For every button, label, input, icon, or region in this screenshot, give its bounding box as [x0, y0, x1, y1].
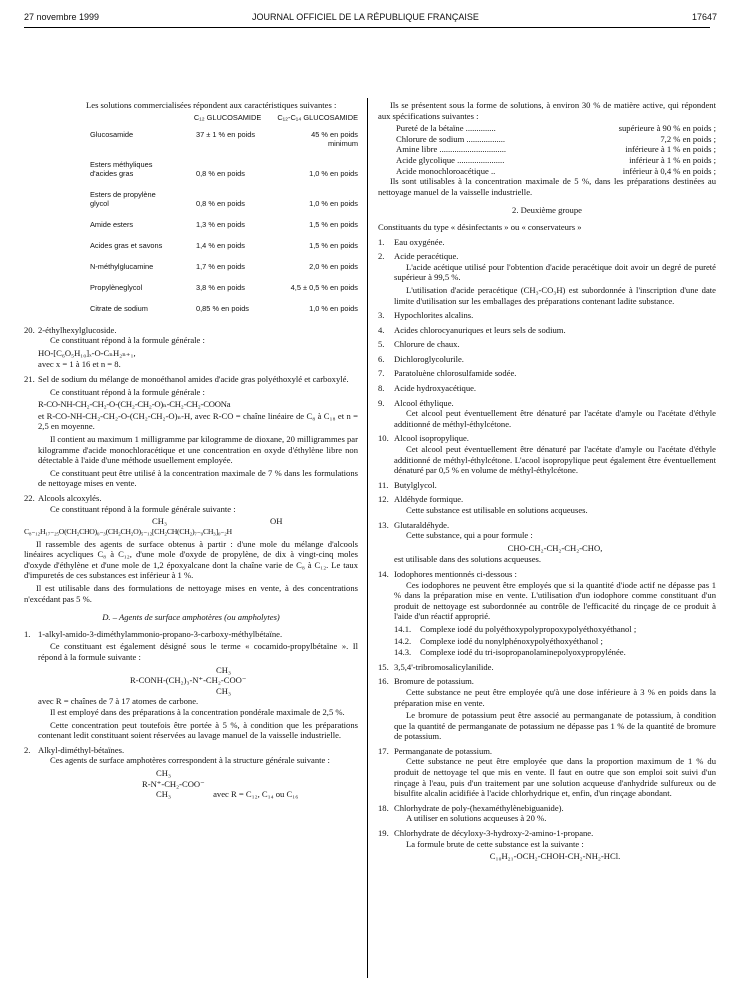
- formula-betaine: R-CONH-(CH₂)₃-N⁺-CH₂-COO⁻: [130, 675, 247, 686]
- substituent-ch3: CH₃: [152, 516, 167, 527]
- item-title: Chlorure de chaux.: [394, 339, 460, 350]
- list-item: [378, 569, 716, 658]
- formula: HO-[C₆O₅H₁₀]ₓ-O-CₙH₂ₙ₊₁,: [38, 347, 136, 358]
- left-column: [24, 100, 358, 801]
- row-label: [90, 241, 196, 250]
- paragraph: Ces agents de surface amphotères correspondent à la structure générale suivante :: [50, 755, 330, 766]
- list-item: [378, 676, 716, 742]
- formula: et R-CO-NH-CH₂-CH₂-O-(CH₂-CH₂-O)ₙ-H, avec R-CO = chaîne linéaire de C₈ à C₁₈ et n = 2,5 en moyenne.: [38, 410, 358, 432]
- row-label-line: glycol: [90, 198, 109, 208]
- item-number: 1.: [378, 236, 385, 247]
- item-title: Eau oxygénée.: [394, 236, 445, 247]
- sub-item: [394, 624, 716, 635]
- item-number: 4.: [378, 324, 385, 335]
- formula-conditions: avec R = C₁₂, C₁₄ ou C₁₆: [213, 789, 299, 800]
- row-label: [90, 130, 196, 148]
- table-header: [90, 113, 358, 122]
- section-heading-d: D. – Agents de surface amphotères (ou ampholytes): [102, 612, 280, 623]
- item-title: Alcool isopropylique.: [394, 433, 469, 444]
- item-title: Acide hydroxyacétique.: [394, 383, 477, 394]
- paragraph: Ce constituant est également désigné sous le terme « cocamido-propylbétaïne ». Il répond à la formule suivante :: [38, 641, 358, 663]
- value-c12: 0,8 % en poids: [196, 168, 245, 178]
- formula-conditions: avec R = chaînes de 7 à 17 atomes de carbone.: [38, 696, 199, 707]
- paragraph: Ce constituant répond à la formule générale :: [50, 386, 205, 397]
- list-item: [378, 398, 716, 430]
- value-c12-c14: [282, 262, 358, 271]
- paragraph: Cette substance ne peut être employée que dans la proportion maximum de 1 % du produit de nettoyage tel que mis en vente. Il faut en outre que son emploi soit suivi d'un rinçage à l'eau, puis d'un traitement par une solution acqueuse d'anhydride sulfureux ou de bisulfite alcalin acidifiée à l'acide chlorhydrique et, enfin, d'un rinçage abondant.: [394, 756, 716, 799]
- paragraph: Ils sont utilisables à la concentration maximale de 5 %, dans les préparations destinées au nettoyage manuel de la vaisselle industrielle.: [378, 176, 716, 197]
- row-label-line: Citrate de sodium: [90, 303, 148, 313]
- spec-value: supérieure à 90 % en poids ;: [618, 123, 716, 134]
- page-header: [0, 12, 731, 26]
- substituent-ch3: CH₃: [216, 685, 231, 696]
- sub-item-text: Complexe iodé du polyéthoxypolypropoxypolyéthoxyéthanol ;: [420, 623, 637, 634]
- item-title: 3,5,4'-tribromosalicylanilide.: [394, 661, 494, 672]
- value-c12: 3,8 % en poids: [196, 282, 245, 292]
- paragraph: La formule brute de cette substance est la suivante :: [406, 838, 584, 849]
- section-heading-group2: 2. Deuxième groupe: [512, 205, 582, 216]
- formula-alkyl-betaine: R-N⁺-CH₂-COO⁻: [142, 778, 205, 789]
- value-c12-c14: [282, 241, 358, 250]
- paragraph: Cette substance ne peut être employée qu'à une dose inférieure à 3 % en poids dans la préparation mise en vente.: [394, 686, 716, 708]
- paragraph: L'acide acétique utilisé pour l'obtention d'acide peracétique doit avoir un degré de pureté supérieur à 99,5 %.: [394, 261, 716, 283]
- row-label-line: Acides gras et savons: [90, 240, 163, 250]
- value-line: 1,5 % en poids: [309, 240, 358, 250]
- row-label-line: Glucosamide: [90, 129, 134, 139]
- list-item: [378, 746, 716, 799]
- value-c12-c14: [282, 283, 358, 292]
- value-c12-c14: [282, 199, 358, 208]
- formula: R-CO-NH-CH₂-CH₂-O-(CH₂-CH₂-O)ₙ-CH₂-CH₂-COONa: [38, 399, 231, 410]
- item-title: Bromure de potassium.: [394, 676, 474, 687]
- item-title: Iodophores mentionnés ci-dessous :: [394, 568, 517, 579]
- item-title: Aldéhyde formique.: [394, 494, 464, 505]
- row-label: [90, 283, 196, 292]
- value-line: 1,0 % en poids: [309, 198, 358, 208]
- item-title: Dichloroglycolurile.: [394, 353, 464, 364]
- list-item: [378, 368, 716, 379]
- item-number: 3.: [378, 310, 385, 321]
- list-item: [378, 383, 716, 394]
- spec-row: [396, 144, 716, 155]
- item-number: 2.: [378, 251, 385, 262]
- row-label-line: Esters de propylène: [90, 189, 156, 199]
- spec-name: Amine libre ...............................: [396, 144, 507, 155]
- header-date: 27 novembre 1999: [24, 12, 100, 22]
- item-title: Permanganate de potassium.: [394, 745, 493, 756]
- paragraph: Le bromure de potassium peut être associé au permanganate de potassium, à condition que la quantité de permanganate de potassium ne dépasse pas 1 % de la quantité de bromure de potassium.: [394, 710, 716, 742]
- value-line: 45 % en poids: [311, 129, 358, 139]
- item-title: 1-alkyl-amido-3-diméthylammonio-propano-3-carboxy-méthylbétaïne.: [38, 628, 283, 639]
- item-title: 2-éthylhexylglucoside.: [38, 324, 117, 335]
- sub-item: [394, 647, 716, 658]
- value-c12: 0,8 % en poids: [196, 198, 245, 208]
- paragraph: Cette substance est utilisable en solutions acqueuses.: [406, 505, 588, 515]
- table-row: [90, 241, 358, 250]
- item-number: 21.: [24, 373, 35, 384]
- value-c12: 0,85 % en poids: [196, 303, 250, 313]
- item-number: 17.: [378, 745, 389, 756]
- paragraph: L'utilisation d'acide peracétique (CH₃-CO₃H) est subordonnée à l'inscription d'une date limite d'utilisation sur les emballages des préparations contenant ladite substance.: [394, 284, 716, 306]
- spec-name: Chlorure de sodium ..................: [396, 133, 506, 144]
- list-item: [378, 480, 716, 491]
- value-line: minimum: [328, 138, 358, 148]
- sub-item-number: 14.3.: [394, 647, 412, 658]
- item-title: Chlorhydrate de poly-(hexaméthylènebiguanide).: [394, 802, 564, 813]
- table-row: [90, 304, 358, 313]
- value-c12-c14: [282, 130, 358, 148]
- list-item: [378, 325, 716, 336]
- item-number: 9.: [378, 397, 385, 408]
- item-title: Acide peracétique.: [394, 251, 459, 262]
- table-header-c12-c14: C₁₂-C₁₄ GLUCOSAMIDE: [277, 112, 358, 122]
- sub-item: [394, 636, 716, 647]
- row-label: [90, 304, 196, 313]
- item-number: 6.: [378, 353, 385, 364]
- intro-text: Les solutions commercialisées répondent aux caractéristiques suivantes :: [86, 100, 337, 110]
- substituent-ch3: CH₃: [156, 789, 171, 800]
- value-c12-c14: [282, 220, 358, 229]
- value-c12-c14: [282, 304, 358, 313]
- value-line: 1,5 % en poids: [309, 219, 358, 229]
- item-number: 22.: [24, 492, 35, 503]
- list-item: [378, 237, 716, 248]
- row-label: [90, 160, 196, 178]
- paragraph: Cette concentration peut toutefois être portée à 5 %, à condition que les préparations contenant ledit constituant soient réservées au lavage manuel de la vaisselle industrielle.: [38, 719, 358, 741]
- item-number: 18.: [378, 802, 389, 813]
- item-title: Alcool éthylique.: [394, 397, 454, 408]
- paragraph: Ils se présentent sous la forme de solutions, à environ 30 % de matière active, qui répondent aux spécifications suivantes :: [378, 100, 716, 121]
- item-number: 20.: [24, 324, 35, 335]
- paragraph: Cet alcool peut éventuellement être dénaturé par l'acétate d'amyle ou l'acétate d'éthyle additionné de méthyl-éthylcétone. L'acool isopropylique peut également être éventuellement dénaturé par 0,5 % en volume de méthyl-éthylcétone.: [394, 444, 716, 476]
- paragraph: Ce constituant répond à la formule générale suivante :: [50, 503, 236, 514]
- paragraph: A utiliser en solutions acqueuses à 20 %.: [406, 813, 547, 824]
- item-title: Acides chlorocyanuriques et leurs sels de sodium.: [394, 324, 566, 335]
- list-item: [378, 662, 716, 673]
- row-label-line: Propylèneglycol: [90, 282, 143, 292]
- spec-name: Pureté de la bétaïne ..............: [396, 123, 496, 134]
- formula-conditions: avec x = 1 à 16 et n = 8.: [38, 359, 121, 370]
- item-21: [24, 374, 358, 489]
- item-number: 7.: [378, 368, 385, 379]
- row-label-line: Amide esters: [90, 219, 134, 229]
- paragraph: Ces iodophores ne peuvent être employés que si la quantité d'iode actif ne dépasse pas 1 % dans la préparation mise en vente. L'utilisation d'un iodophore comme constituant d'un produit de nettoyage est subordonnée au contrôle de l'efficacité du rinçage de ce produit à l'aide d'un réactif approprié.: [394, 579, 716, 622]
- item-d1: [24, 629, 358, 741]
- value-c12: 1,3 % en poids: [196, 219, 245, 229]
- item-number: 16.: [378, 676, 389, 687]
- list-item: [378, 251, 716, 306]
- list-item: [378, 828, 716, 862]
- item-number: 15.: [378, 661, 389, 672]
- item-number: 19.: [378, 828, 389, 839]
- item-20: [24, 325, 358, 370]
- substituent-ch3: CH₃: [216, 664, 231, 675]
- value-c12-c14: [282, 169, 358, 178]
- paragraph: Ce constituant répond à la formule générale :: [50, 335, 205, 346]
- paragraph: Cet alcool peut éventuellement être dénaturé par l'acétate d'amyle ou l'acétate d'éthyle additionné de méthyl-éthylcétone.: [394, 408, 716, 429]
- substituent-oh: OH: [270, 516, 283, 527]
- value-line: 1,0 % en poids: [309, 303, 358, 313]
- spec-value: 7,2 % en poids ;: [660, 133, 716, 144]
- paragraph: Cette substance, qui a pour formule :: [406, 530, 533, 541]
- row-label: [90, 262, 196, 271]
- spec-row: [396, 155, 716, 166]
- spec-row: [396, 123, 716, 134]
- item-number: 11.: [378, 479, 389, 490]
- item-title: Alkyl-diméthyl-bétaïnes.: [38, 744, 125, 755]
- item-title: Chlorhydrate de décyloxy-3-hydroxy-2-amino-1-propane.: [394, 828, 594, 839]
- item-title: Paratoluène chlorosulfamide sodée.: [394, 368, 517, 379]
- header-journal: JOURNAL OFFICIEL DE LA RÉPUBLIQUE FRANÇAISE: [252, 12, 479, 22]
- list-item: [378, 433, 716, 475]
- row-label-line: Esters méthyliques: [90, 159, 153, 169]
- value-c12: 37 ± 1 % en poids: [196, 129, 256, 139]
- header-page-number: 17647: [691, 12, 717, 22]
- formula: CHO-CH₂-CH₂-CH₂-CHO,: [507, 542, 603, 553]
- sub-item-number: 14.2.: [394, 635, 412, 646]
- table-row: [90, 220, 358, 229]
- value-c12: 1,7 % en poids: [196, 261, 245, 271]
- paragraph: Il rassemble des agents de surface obtenus à partir : d'une mole du mélange d'alcools linéaires acycliques C₈ à C₁₂, d'une mole d'oxyde de propylène, de dix à vingt-cinq moles d'oxyde d'éthylène et d'une mole de 1,2 époxyalcane dont la chaîne varie de C₈ à C₁₂. Le taux d'impuretés de ces substances est inférieur à 1 %.: [24, 538, 358, 581]
- item-title: Glutaraldéhyde.: [394, 519, 450, 530]
- item-22: [24, 493, 358, 514]
- row-label: [90, 190, 196, 208]
- value-line: 1,0 % en poids: [309, 168, 358, 178]
- substituent-ch3: CH₃: [156, 767, 171, 778]
- paragraph: Il est employé dans des préparations à la concentration pondérale maximale de 2,5 %.: [50, 707, 345, 717]
- formula: C₁₀H₂₁-OCH₂-CHOH-CH₂-NH₂-HCl.: [489, 851, 621, 862]
- item-number: 10.: [378, 433, 389, 444]
- list-item: [378, 803, 716, 824]
- paragraph: Ce constituant peut être utilisé à la concentration maximale de 7 % dans les formulations de nettoyage mises en vente.: [38, 467, 358, 489]
- specs-table: [90, 113, 358, 313]
- table-row: [90, 160, 358, 178]
- right-column: [378, 100, 716, 863]
- item-number: 5.: [378, 339, 385, 350]
- value-line: 2,0 % en poids: [309, 261, 358, 271]
- paragraph: est utilisable dans des solutions acqueuses.: [394, 554, 542, 565]
- column-divider: [367, 98, 368, 978]
- item-title: Hypochlorites alcalins.: [394, 310, 474, 321]
- section-subheading: Constituants du type « désinfectants » ou « conservateurs »: [378, 221, 582, 232]
- row-label-line: N-méthylglucamine: [90, 261, 154, 271]
- item-title: Butylglycol.: [394, 479, 437, 490]
- table-row: [90, 190, 358, 208]
- formula-substituents: [24, 516, 358, 526]
- table-row: [90, 130, 358, 148]
- item-number: 1.: [24, 628, 31, 639]
- item-number: 8.: [378, 383, 385, 394]
- item-d2: [24, 745, 358, 800]
- spec-name: Acide monochloroacétique ..: [396, 165, 496, 176]
- header-rule: [24, 27, 710, 28]
- value-line: 4,5 ± 0,5 % en poids: [290, 282, 358, 292]
- spec-row: [396, 134, 716, 145]
- item-title: Alcools alcoxylés.: [38, 492, 102, 503]
- list-item: [378, 520, 716, 565]
- spec-value: inférieure à 1 % en poids ;: [625, 144, 716, 155]
- paragraph: Il contient au maximum 1 milligramme par kilogramme de dioxane, 20 milligrammes par kilogramme d'acide monochloracétique et une concentration en oxyde d'éthylène libre non détectable à l'aide d'une méthode usuellement employée.: [38, 433, 358, 466]
- spec-value: inférieur à 1 % en poids ;: [629, 154, 716, 165]
- item-number: 14.: [378, 568, 389, 579]
- list-item: [378, 494, 716, 515]
- sub-item-text: Complexe iodé du tri-isopropanolaminepolyoxypropylénée.: [420, 647, 626, 658]
- list-item: [378, 310, 716, 321]
- sub-item-text: Complexe iodé du nonylphénoxypolyéthoxyéthanol ;: [420, 635, 603, 646]
- formula-alkoxylated: C₈₋₁₂H₁₇₋₂₅O(CH₂CHO)₀₋₃(CH₂CH₂O)₅₋₁₂[CH₂CH(CH₂)₇₋₉CH₃]₀₋₂H: [24, 527, 232, 537]
- value-c12: 1,4 % en poids: [196, 240, 245, 250]
- item-title: Sel de sodium du mélange de monoéthanol amides d'acide gras polyéthoxylé et carboxylé.: [38, 373, 349, 384]
- list-item: [378, 339, 716, 350]
- spec-name: Acide glycolique ......................: [396, 154, 505, 165]
- table-row: [90, 262, 358, 271]
- paragraph: Il est utilisable dans des formulations de nettoyage mises en vente, à des concentrations n'excédant pas 5 %.: [24, 583, 358, 604]
- row-label-line: d'acides gras: [90, 168, 134, 178]
- spec-value: inférieur à 0,4 % en poids ;: [622, 165, 716, 176]
- list-item: [378, 354, 716, 365]
- item-number: 12.: [378, 494, 389, 505]
- item-number: 13.: [378, 519, 389, 530]
- row-label: [90, 220, 196, 229]
- table-header-c12: C₁₂ GLUCOSAMIDE: [193, 112, 262, 122]
- spec-row: [396, 166, 716, 177]
- table-row: [90, 283, 358, 292]
- sub-item-number: 14.1.: [394, 623, 412, 634]
- item-number: 2.: [24, 744, 31, 755]
